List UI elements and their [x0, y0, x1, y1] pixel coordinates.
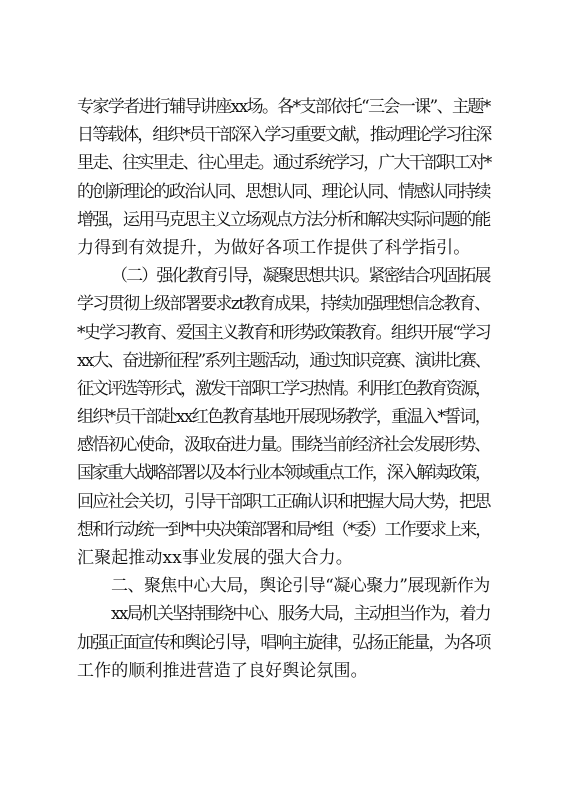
text-line: 工作的顺利推进营造了良好舆论氛围。	[77, 660, 368, 681]
text-line: *史学习教育、爱国主义教育和形势政策教育。组织开展“学习	[77, 322, 490, 343]
text-line: xx大、奋进新征程”系列主题活动，通过知识竞赛、演讲比赛、	[77, 350, 490, 371]
text-line: 日等载体，组织*员干部深入学习重要文献，推动理论学习往深	[77, 125, 491, 146]
text-line: 想和行动统一到*中央决策部署和局*组（*委）工作要求上来，	[77, 519, 491, 540]
text-line: 里走、往实里走、往心里走。通过系统学习，广大干部职工对*	[77, 153, 491, 174]
text-line: 组织*员干部赴xx红色教育基地开展现场教学，重温入*誓词，	[77, 407, 491, 428]
text-line: 感悟初心使命，汲取奋进力量。围绕当前经济社会发展形势、	[77, 435, 490, 456]
text-line: 加强正面宣传和舆论引导，唱响主旋律，弘扬正能量，为各项	[77, 632, 490, 653]
document-body	[77, 93, 490, 685]
section-heading-2: （二）强化教育引导，凝聚思想共识。紧密结合巩固拓展	[111, 266, 490, 287]
text-line: 国家重大战略部署以及本行业本领域重点工作，深入解读政策，	[77, 463, 490, 484]
text-line: 增强，运用马克思主义立场观点方法分析和解决实际问题的能	[77, 209, 490, 230]
text-line: 回应社会关切，引导干部职工正确认识和把握大局大势，把思	[77, 491, 490, 512]
text-line: 征文评选等形式，激发干部职工学习热情。利用红色教育资源，	[77, 378, 490, 399]
text-line: 学习贯彻上级部署要求zt教育成果，持续加强理想信念教育、	[77, 294, 490, 315]
text-line: 力得到有效提升，为做好各项工作提供了科学指引。	[77, 237, 471, 258]
text-line: 汇聚起推动xx事业发展的强大合力。	[77, 548, 353, 568]
section-heading-two: 二、聚焦中心大局，舆论引导“凝心聚力”展现新作为	[111, 576, 490, 597]
text-line: xx局机关坚持围绕中心、服务大局，主动担当作为，着力	[111, 604, 490, 625]
text-line: 专家学者进行辅导讲座xx场。各*支部依托“三会一课”、主题*	[77, 97, 490, 117]
text-line: 的创新理论的政治认同、思想认同、理论认同、情感认同持续	[77, 181, 490, 202]
